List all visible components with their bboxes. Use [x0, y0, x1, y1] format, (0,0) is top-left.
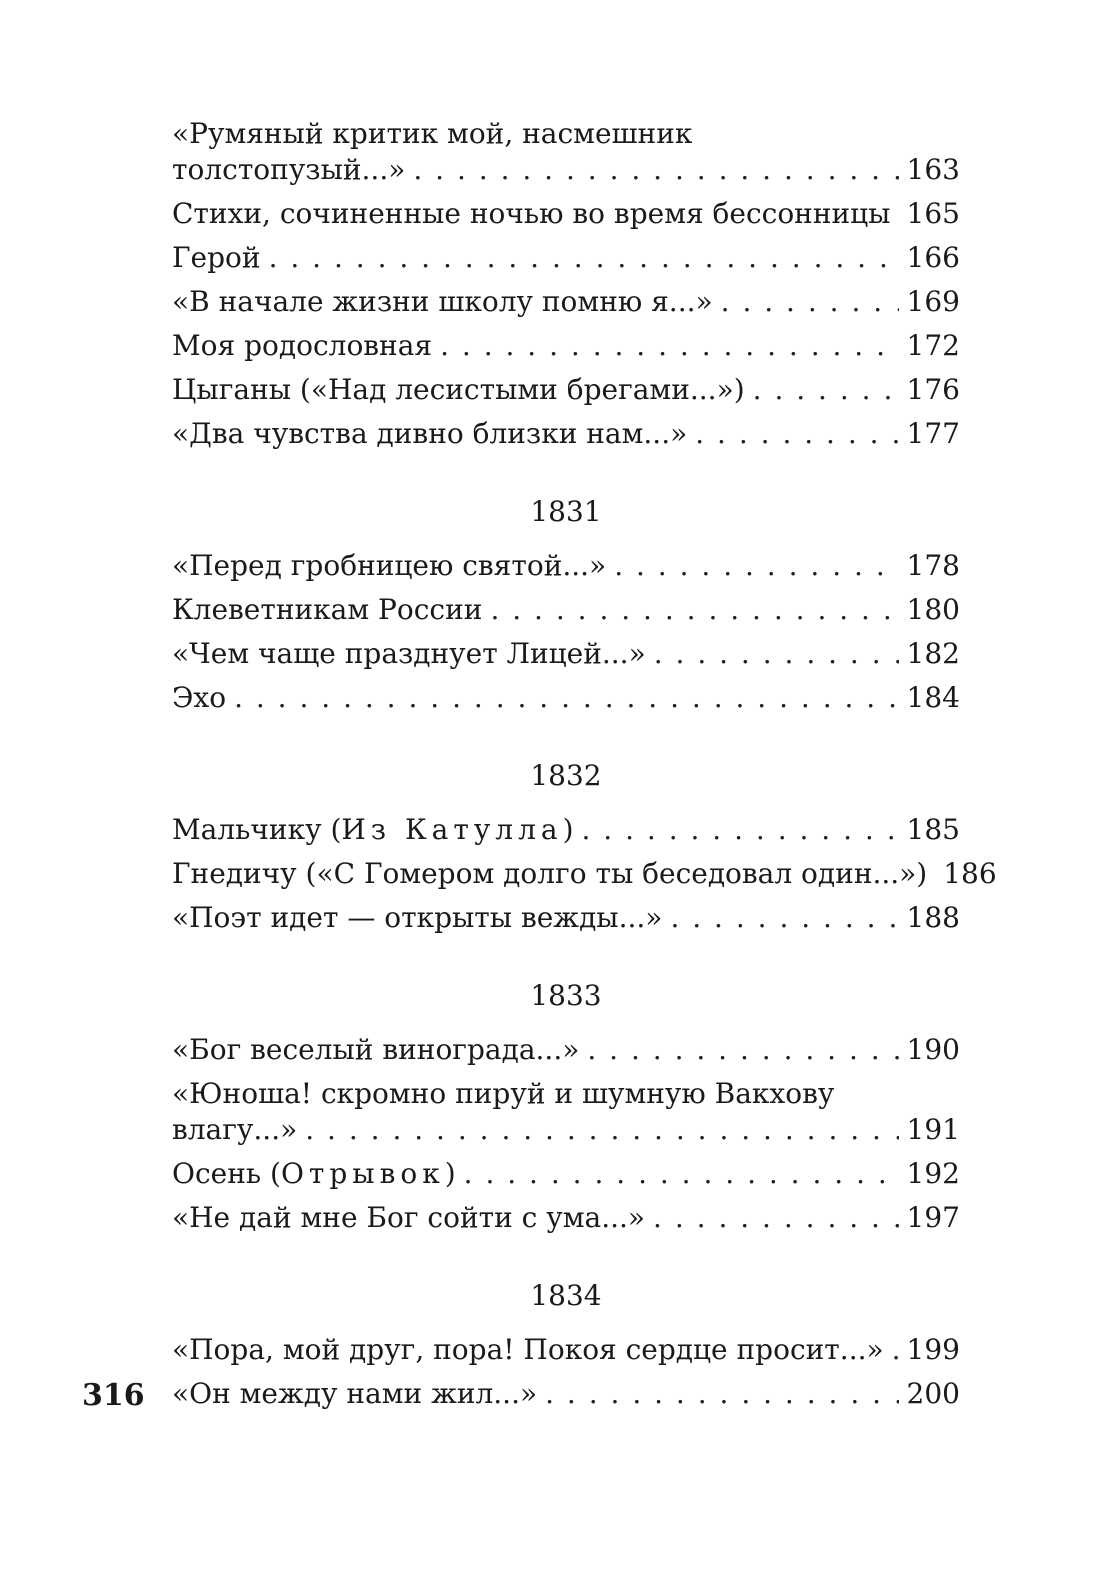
toc-entry[interactable] [172, 192, 960, 236]
toc-entry-title: «В начале жизни школу помню я...» [172, 285, 713, 318]
toc-entry-page: 177 [906, 417, 960, 450]
toc-entry-title: толстопузый...» [172, 153, 406, 186]
toc-entry-page: 184 [906, 681, 960, 714]
leader-dots [269, 236, 899, 280]
leader-dots [753, 368, 899, 412]
toc-entry-title: «Бог веселый винограда...» [172, 1033, 580, 1066]
leader-dots [587, 1028, 898, 1072]
toc-entry-title: «Он между нами жил...» [172, 1377, 538, 1410]
toc-entry-title: «Два чувства дивно близки нам...» [172, 417, 688, 450]
toc-entry-page: 182 [906, 637, 960, 670]
section-year-heading: 1832 [530, 759, 602, 792]
toc-entry[interactable] [172, 280, 960, 324]
toc-entry[interactable] [172, 1028, 960, 1072]
toc-entry[interactable] [172, 1152, 960, 1196]
toc-entry[interactable] [172, 544, 960, 588]
toc-entry-title: Эхо [172, 681, 227, 714]
toc-entry-title: Стихи, сочиненные ночью во время бессонницы [172, 197, 891, 230]
toc-entry[interactable] [172, 236, 960, 280]
section-year-heading: 1834 [530, 1279, 602, 1312]
toc-entry-page: 172 [906, 329, 960, 362]
toc-entry-title: Цыганы («Над лесистыми брегами...») [172, 373, 745, 406]
leader-dots [305, 1108, 898, 1152]
toc-entry[interactable] [172, 632, 960, 676]
toc-entry-title: Герой [172, 241, 261, 274]
page-number: 316 [82, 1378, 145, 1413]
toc-entry[interactable] [172, 896, 960, 940]
toc-entry-page: 197 [906, 1201, 960, 1234]
toc-entry-title: Мальчику (Из Катулла) [172, 813, 574, 846]
section-year-heading: 1831 [530, 495, 602, 528]
leader-dots [234, 676, 898, 720]
toc-entry-title: «Чем чаще празднует Лицей...» [172, 637, 646, 670]
toc-entry[interactable] [172, 852, 997, 896]
toc-entry-page: 192 [906, 1157, 960, 1190]
toc-entry-title: Осень (Отрывок) [172, 1157, 456, 1190]
spaced-subtitle: Из Катулла [341, 813, 563, 846]
leader-dots [464, 1152, 899, 1196]
leader-dots [582, 808, 899, 852]
toc-entry-title: «Перед гробницею святой...» [172, 549, 607, 582]
toc-entry-page: 178 [906, 549, 960, 582]
toc-entry-page: 166 [906, 241, 960, 274]
toc-entry[interactable] [172, 412, 960, 456]
toc-entry-page: 190 [906, 1033, 960, 1066]
toc-entry-page: 199 [906, 1333, 960, 1366]
toc-entry-title: влагу...» [172, 1113, 298, 1146]
leader-dots [654, 632, 899, 676]
leader-dots [490, 588, 898, 632]
toc-entry[interactable] [172, 148, 960, 192]
toc-entry-page: 169 [906, 285, 960, 318]
spaced-subtitle: Отрывок [280, 1157, 445, 1190]
toc-entry-page: 165 [906, 197, 960, 230]
leader-dots [653, 1196, 899, 1240]
toc-entry-page: 185 [906, 813, 960, 846]
toc-entry-page: 188 [906, 901, 960, 934]
toc-entry-page: 191 [906, 1113, 960, 1146]
toc-entry[interactable] [172, 1372, 960, 1416]
leader-dots [440, 324, 898, 368]
toc-entry-title: Гнедичу («С Гомером долго ты беседовал один...») [172, 857, 928, 890]
toc-entry-page: 200 [906, 1377, 960, 1410]
toc-entry-page: 186 [943, 857, 997, 890]
leader-dots [545, 1372, 898, 1416]
toc-entry[interactable] [172, 324, 960, 368]
toc-entry[interactable] [172, 588, 960, 632]
toc-entry-title: «Поэт идет — открыты вежды...» [172, 901, 663, 934]
toc-entry-title-line: «Юноша! скромно пируй и шумную Вакхову [172, 1077, 835, 1110]
toc-entry[interactable] [172, 808, 960, 852]
leader-dots [670, 896, 898, 940]
toc-entry-title-line: «Румяный критик мой, насмешник [172, 117, 693, 150]
leader-dots [892, 1328, 899, 1372]
toc-entry[interactable] [172, 1328, 960, 1372]
toc-entry[interactable] [172, 676, 960, 720]
leader-dots [413, 148, 898, 192]
leader-dots [614, 544, 898, 588]
table-of-contents [172, 112, 997, 1416]
toc-entry-title: «Не дай мне Бог сойти с ума...» [172, 1201, 646, 1234]
toc-entry-title: Клеветникам России [172, 593, 483, 626]
toc-entry-page: 180 [906, 593, 960, 626]
toc-entry-page: 176 [906, 373, 960, 406]
toc-entry-page: 163 [906, 153, 960, 186]
section-year-heading: 1833 [530, 979, 602, 1012]
toc-entry-title: «Пора, мой друг, пора! Покоя сердце просит...» [172, 1333, 884, 1366]
toc-entry-title: Моя родословная [172, 329, 433, 362]
leader-dots [721, 280, 899, 324]
leader-dots [695, 412, 898, 456]
toc-entry[interactable] [172, 368, 960, 412]
toc-entry[interactable] [172, 1108, 960, 1152]
toc-entry[interactable] [172, 1196, 960, 1240]
